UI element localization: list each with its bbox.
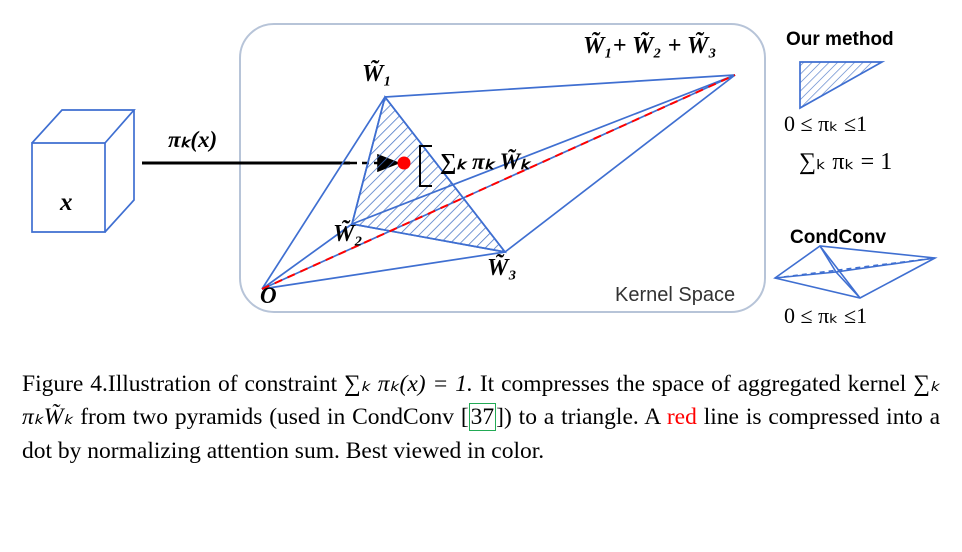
- our-method-constraint-range: 0 ≤ πₖ ≤1: [784, 111, 868, 136]
- pi-arrow-label: πₖ(x): [168, 127, 218, 152]
- condconv-constraint-range: 0 ≤ πₖ ≤1: [784, 303, 868, 328]
- kernel-space-label: Kernel Space: [615, 284, 736, 306]
- caption-text-4: ]) to a triangle. A: [496, 404, 667, 431]
- caption-math-2: ∑ₖ πₖW̃ₖ: [22, 371, 941, 431]
- vertex-label-w3: W̃₃: [487, 255, 517, 281]
- input-cube-label: x: [60, 189, 73, 216]
- caption-text-3: from two pyramids (used in CondConv [: [73, 404, 469, 431]
- caption-citation[interactable]: 37: [470, 404, 495, 431]
- caption-figure-number: Figure 4.: [22, 371, 108, 397]
- sum-vertex-label: W̃₁+ W̃₂ + W̃₃: [583, 33, 717, 59]
- origin-label: O: [260, 283, 277, 308]
- our-method-title: Our method: [786, 29, 894, 50]
- figure-caption: [22, 368, 940, 468]
- aggregated-kernel-triangle: [352, 97, 505, 252]
- our-method-triangle: [800, 62, 882, 108]
- input-cube: [32, 110, 134, 232]
- caption-red-word: red: [666, 404, 697, 431]
- red-dot: [398, 157, 411, 170]
- condconv-shape: [775, 246, 935, 298]
- caption-text-2: It compresses the space of aggregated kernel: [472, 371, 914, 397]
- vertex-label-w1: W̃₁: [362, 61, 392, 87]
- our-method-constraint-sum: ∑ₖ πₖ = 1: [799, 149, 893, 175]
- inner-sum-label: ∑ₖ πₖ W̃ₖ: [440, 149, 530, 174]
- vertex-label-w2: W̃₂: [333, 221, 363, 247]
- caption-text-1: Illustration of constraint: [107, 371, 345, 397]
- condconv-title: CondConv: [790, 227, 887, 248]
- caption-math-1: ∑ₖ πₖ(x) = 1.: [344, 371, 473, 397]
- caption-text-5: line is compressed into a dot by normalizing attention sum. Best viewed in color.: [22, 404, 941, 464]
